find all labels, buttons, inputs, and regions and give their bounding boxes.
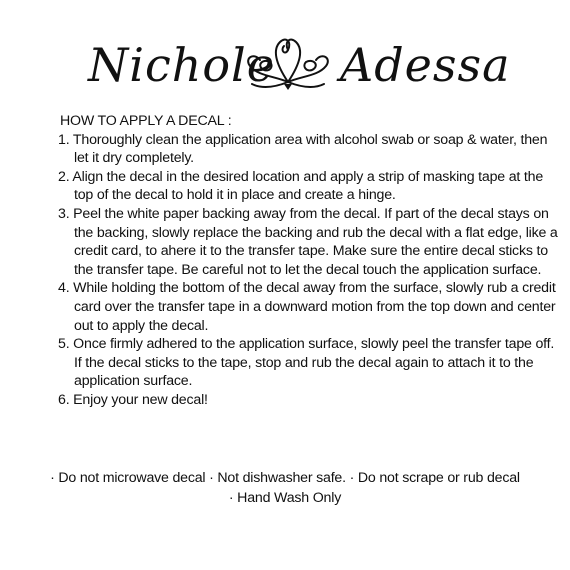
instruction-step-1: 1. Thoroughly clean the application area with alcohol swab or soap & water, then let it dry completely. [58, 131, 548, 167]
brand-last-name: Adessa [340, 38, 511, 92]
instruction-step-3: 3. Peel the white paper backing away from the decal. If part of the decal stays on the backing, slowly replace the backing and rub the decal with a flat edge, like a credit card, to ahere it to the transfer tape. Make sure the entire decal sticks to the transfer tape. Be careful not to let the decal touch the application surface. [58, 205, 558, 278]
instruction-step-2: 2. Align the decal in the desired location and apply a strip of masking tape at the top of the decal to hold it in place and create a hinge. [58, 168, 544, 204]
care-notes-line-1: · Do not microwave decal · Not dishwasher safe. · Do not scrape or rub decal [50, 470, 520, 486]
instructions-heading: HOW TO APPLY A DECAL : [60, 113, 232, 129]
flourish-hearts-icon [240, 32, 336, 94]
instruction-step-6: 6. Enjoy your new decal! [58, 391, 208, 408]
instruction-step-4: 4. While holding the bottom of the decal away from the surface, slowly rub a credit card over the transfer tape in a downward motion from the top down and center out to apply the decal. [58, 280, 556, 334]
brand-header [0, 22, 570, 102]
instructions-section [58, 112, 558, 410]
instruction-step-5: 5. Once firmly adhered to the application surface, slowly peel the transfer tape off. If the decal sticks to the tape, stop and rub the decal again to attach it to the application surface. [58, 336, 555, 390]
brand-first-name: Nichole [88, 38, 275, 92]
care-notes-line-2: · Hand Wash Only [228, 490, 342, 506]
care-notes [0, 468, 570, 508]
